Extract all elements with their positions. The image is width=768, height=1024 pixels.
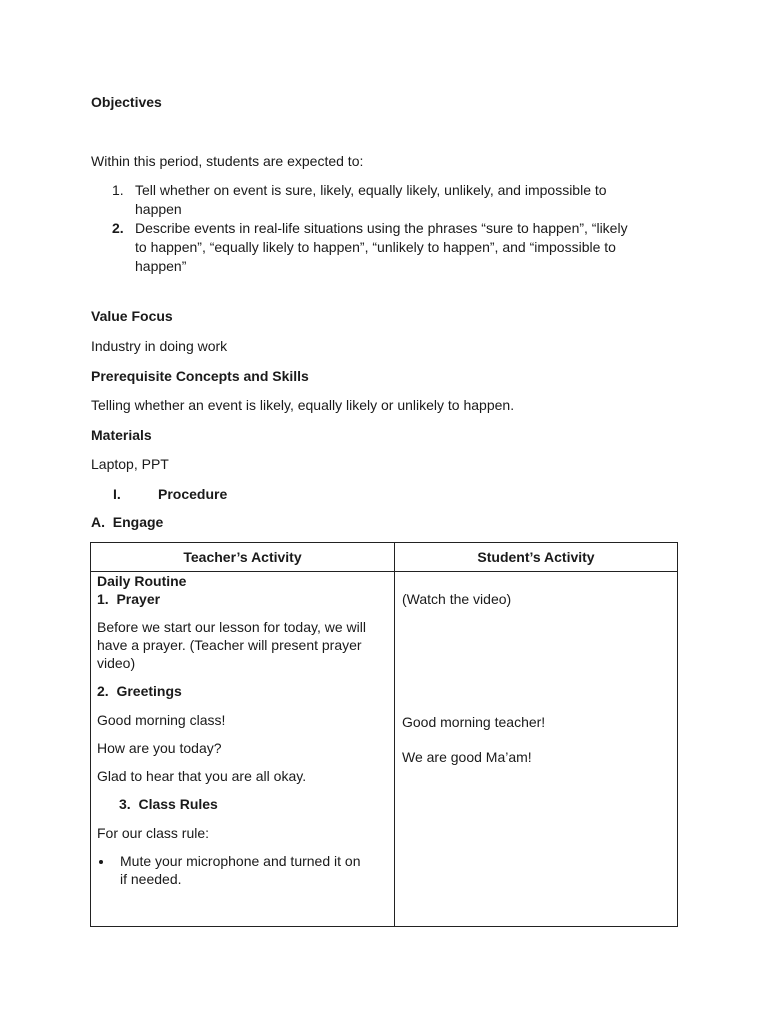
engage-table: [90, 542, 678, 927]
prerequisites-heading: Prerequisite Concepts and Skills: [91, 368, 309, 384]
materials-text: Laptop, PPT: [91, 456, 169, 472]
prerequisites-text: Telling whether an event is likely, equally likely or unlikely to happen.: [91, 397, 515, 413]
prayer-heading: 1. Prayer: [97, 591, 161, 607]
table-header-row: [91, 543, 678, 572]
student-activity-cell: [395, 572, 678, 927]
rule-line: Mute your microphone and turned it on: [120, 853, 361, 869]
objectives-list: [91, 181, 681, 276]
rule-line: if needed.: [120, 871, 182, 887]
greeting-line: How are you today?: [97, 740, 222, 756]
teacher-activity-header: Teacher’s Activity: [91, 543, 395, 572]
objective-line: to happen”, “equally likely to happen”, “unlikely to happen”, and “impossible to: [135, 239, 616, 255]
class-rules-heading: 3. Class Rules: [119, 796, 218, 812]
objective-line: happen”: [135, 258, 187, 274]
materials-heading: Materials: [91, 427, 152, 443]
value-focus-heading: Value Focus: [91, 308, 173, 324]
greetings-heading: 2. Greetings: [97, 683, 182, 699]
objective-line: Tell whether on event is sure, likely, equally likely, unlikely, and impossible to: [135, 182, 607, 198]
objective-line: Describe events in real-life situations using the phrases “sure to happen”, “likely: [135, 220, 628, 236]
student-response: (Watch the video): [402, 591, 512, 607]
bullet-icon: [99, 860, 103, 864]
value-focus-text: Industry in doing work: [91, 338, 228, 354]
student-response: We are good Ma’am!: [402, 749, 532, 765]
student-activity-header: Student’s Activity: [395, 543, 678, 572]
greeting-line: Good morning class!: [97, 712, 226, 728]
objective-number-2: 2.: [112, 220, 124, 236]
procedure-numeral: I.: [113, 486, 121, 502]
objective-line: happen: [135, 201, 182, 217]
objective-item-2: [91, 219, 681, 276]
prayer-text-line: video): [97, 655, 136, 671]
objective-item-1: [91, 181, 681, 219]
prayer-text-line: Before we start our lesson for today, we will: [97, 619, 366, 635]
teacher-activity-cell: [91, 572, 395, 927]
procedure-heading: Procedure: [158, 486, 228, 502]
objectives-heading: Objectives: [91, 94, 162, 110]
prayer-text-line: have a prayer. (Teacher will present prayer: [97, 637, 362, 653]
greeting-line: Glad to hear that you are all okay.: [97, 768, 307, 784]
objectives-intro: Within this period, students are expected to:: [91, 153, 364, 169]
class-rules-intro: For our class rule:: [97, 825, 210, 841]
table-row: [91, 572, 678, 927]
daily-routine-heading: Daily Routine: [97, 573, 187, 589]
engage-heading: A. Engage: [91, 514, 164, 530]
student-response: Good morning teacher!: [402, 714, 546, 730]
objective-number-1: 1.: [112, 182, 124, 198]
